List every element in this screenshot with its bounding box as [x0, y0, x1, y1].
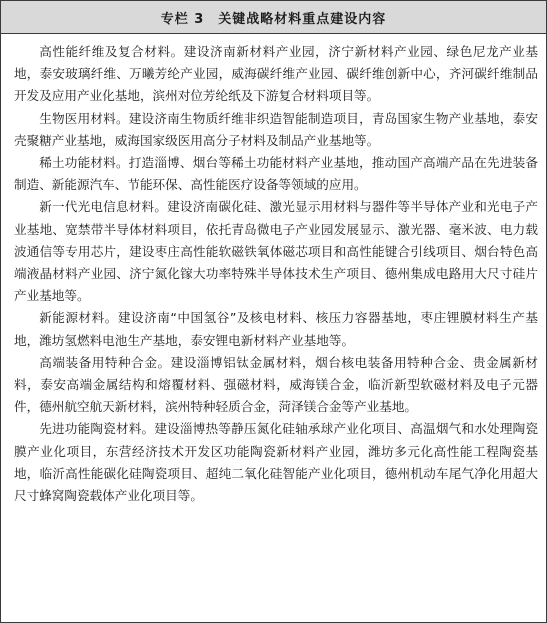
- paragraph-rare-earth: 稀土功能材料。打造淄博、烟台等稀土功能材料产业基地，推动国产高端产品在先进装备制造、新能源汽车、节能环保、高性能医疗设备等领域的应用。: [14, 155, 538, 193]
- box-content: [14, 41, 538, 507]
- box-label: 专栏 3: [160, 11, 205, 27]
- paragraph-optoelectronic: 新一代光电信息材料。建设济南碳化硅、激光显示用材料与器件等半导体产业和光电子产业基地、宽禁带半导体材料项目，依托青岛微电子产业园发展显示、激光器、毫米波、电力载波通信等专用芯片，建设枣庄高性能软磁铁氧体磁芯项目和高性能键合引线项目、烟台特色高端液晶材料产业园、济宁氮化镓大功率特殊半导体技术生产项目、德州集成电路用大尺寸硅片产业基地等。: [14, 199, 538, 304]
- box-title: 关键战略材料重点建设内容: [218, 11, 387, 27]
- paragraph-special-alloys: 高端装备用特种合金。建设淄博铝钛金属材料，烟台核电装备用特种合金、贵金属新材料，泰安高端金属结构和熔覆材料、强磁材料，威海镁合金，临沂新型软磁材料及电子元器件，德州航空航天新材料，滨州特种轻质合金，菏泽镁合金等产业基地。: [14, 354, 538, 415]
- paragraph-biomedical: 生物医用材料。建设济南生物质纤维非织造智能制造项目，青岛国家生物产业基地，泰安壳聚糖产业基地，威海国家级医用高分子材料及制品产业基地等。: [14, 110, 538, 148]
- box-header: [1, 1, 546, 34]
- paragraph-fiber-composites: 高性能纤维及复合材料。建设济南新材料产业园，济宁新材料产业园、绿色尼龙产业基地，泰安玻璃纤维、万曦芳纶产业园，威海碳纤维产业园、碳纤维创新中心，齐河碳纤维制品开发及应用产业化基地，滨州对位芳纶纸及下游复合材料项目等。: [14, 44, 538, 104]
- paragraph-new-energy: 新能源材料。建设济南“中国氢谷”及核电材料、核压力容器基地，枣庄锂膜材料生产基地，潍坊氢燃料电池生产基地，泰安锂电新材料产业基地等。: [14, 310, 538, 348]
- paragraph-ceramics: 先进功能陶瓷材料。建设淄博热等静压氮化硅轴承球产业化项目、高温烟气和水处理陶瓷膜产业化项目，东营经济技术开发区功能陶瓷新材料产业园，潍坊多元化高性能工程陶瓷基地，临沂高性能碳化硅陶瓷项目、超纯二氧化硅智能产业化项目，德州机动车尾气净化用超大尺寸蜂窝陶瓷载体产业化项目等。: [14, 421, 538, 504]
